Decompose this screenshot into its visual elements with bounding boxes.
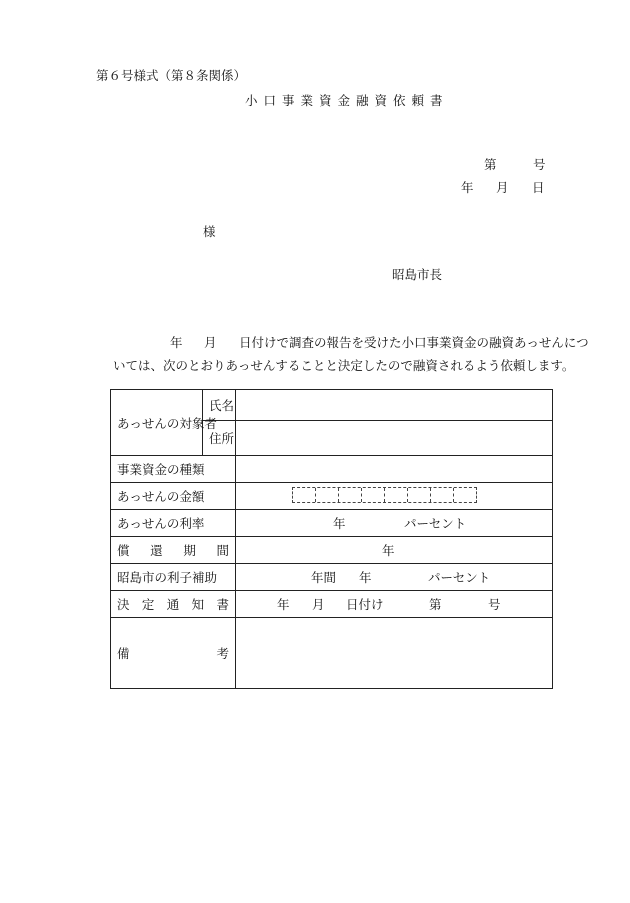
notice-label-char-2: 定 bbox=[141, 597, 155, 612]
amount-field[interactable] bbox=[236, 483, 553, 510]
notice-label-cell bbox=[111, 591, 236, 618]
subsidy-percent: パーセント bbox=[428, 570, 491, 585]
row-remarks bbox=[111, 618, 553, 689]
subsidy-year: 年 bbox=[359, 570, 372, 585]
date-day: 日 bbox=[532, 180, 545, 195]
body-year: 年 bbox=[170, 335, 183, 350]
row-business-type bbox=[111, 456, 553, 483]
row-rate bbox=[111, 510, 553, 537]
repay-year: 年 bbox=[382, 543, 395, 558]
amount-digit-box[interactable] bbox=[339, 488, 362, 502]
repay-field[interactable] bbox=[236, 537, 553, 564]
notice-no-prefix: 第 bbox=[429, 597, 442, 612]
row-notice bbox=[111, 591, 553, 618]
amount-digit-box[interactable] bbox=[362, 488, 385, 502]
notice-dated: 日付け bbox=[346, 597, 384, 612]
subsidy-years: 年間 bbox=[311, 570, 337, 585]
address-label-2: 所 bbox=[221, 431, 235, 446]
amount-label: あっせんの金額 bbox=[117, 489, 205, 504]
business-type-label: 事業資金の種類 bbox=[117, 462, 205, 477]
amount-digit-boxes[interactable] bbox=[292, 487, 477, 503]
amount-label-cell bbox=[111, 483, 236, 510]
subsidy-field[interactable] bbox=[236, 564, 553, 591]
rate-year: 年 bbox=[333, 516, 346, 531]
subsidy-label-cell bbox=[111, 564, 236, 591]
rate-label: あっせんの利率 bbox=[117, 516, 205, 531]
repay-label-char-2: 還 bbox=[150, 543, 163, 558]
repay-label-char-3: 期 bbox=[183, 543, 196, 558]
body-line-2: いては、次のとおりあっせんすることと決定したので融資されるよう依頼します。 bbox=[113, 358, 575, 373]
addressee-suffix: 様 bbox=[203, 224, 216, 239]
repay-label-char-4: 間 bbox=[216, 543, 229, 558]
amount-digit-box[interactable] bbox=[385, 488, 408, 502]
row-subsidy bbox=[111, 564, 553, 591]
rate-label-cell bbox=[111, 510, 236, 537]
row-name bbox=[111, 390, 553, 421]
notice-no-suffix: 号 bbox=[488, 597, 501, 612]
loan-form-table bbox=[110, 389, 553, 689]
target-label: あっせんの対象者 bbox=[117, 415, 217, 431]
rate-percent: パーセント bbox=[404, 516, 467, 531]
target-label-cell bbox=[111, 390, 217, 456]
remarks-label-cell bbox=[111, 618, 236, 689]
row-repayment bbox=[111, 537, 553, 564]
date-month: 月 bbox=[496, 180, 509, 195]
number-suffix: 号 bbox=[533, 157, 546, 172]
address-field[interactable] bbox=[236, 421, 553, 456]
body-month: 月 bbox=[204, 335, 217, 350]
name-label-2: 名 bbox=[221, 398, 235, 413]
amount-digit-box[interactable] bbox=[316, 488, 339, 502]
remarks-label-1: 備 bbox=[117, 646, 130, 661]
notice-month: 月 bbox=[312, 597, 325, 612]
notice-year: 年 bbox=[277, 597, 290, 612]
remarks-field[interactable] bbox=[236, 618, 553, 689]
address-label-1: 住 bbox=[209, 431, 222, 446]
notice-label-char-4: 知 bbox=[191, 597, 205, 612]
subsidy-label: 昭島市の利子補助 bbox=[117, 570, 218, 585]
row-amount bbox=[111, 483, 553, 510]
notice-label-char-1: 決 bbox=[117, 597, 130, 612]
repay-label-char-1: 償 bbox=[117, 543, 130, 558]
name-field[interactable] bbox=[236, 390, 553, 421]
notice-field[interactable] bbox=[236, 591, 553, 618]
amount-digit-box[interactable] bbox=[431, 488, 454, 502]
rate-field[interactable] bbox=[236, 510, 553, 537]
business-type-label-cell bbox=[111, 456, 236, 483]
document-title: 小口事業資金融資依頼書 bbox=[245, 93, 449, 108]
repay-label-cell bbox=[111, 537, 236, 564]
name-label-1: 氏 bbox=[209, 398, 222, 413]
body-line-1: 日付けで調査の報告を受けた小口事業資金の融資あっせんにつ bbox=[239, 335, 589, 350]
form-number: 第６号様式（第８条関係） bbox=[96, 68, 247, 83]
date-year: 年 bbox=[461, 180, 474, 195]
amount-digit-box[interactable] bbox=[454, 488, 476, 502]
notice-label-char-5: 書 bbox=[216, 597, 229, 612]
business-type-field[interactable] bbox=[236, 456, 553, 483]
sender-name: 昭島市長 bbox=[392, 267, 443, 282]
notice-label-char-3: 通 bbox=[166, 597, 180, 612]
remarks-label-2: 考 bbox=[216, 646, 229, 661]
amount-digit-box[interactable] bbox=[408, 488, 431, 502]
number-prefix: 第 bbox=[484, 157, 497, 172]
amount-digit-box[interactable] bbox=[293, 488, 316, 502]
